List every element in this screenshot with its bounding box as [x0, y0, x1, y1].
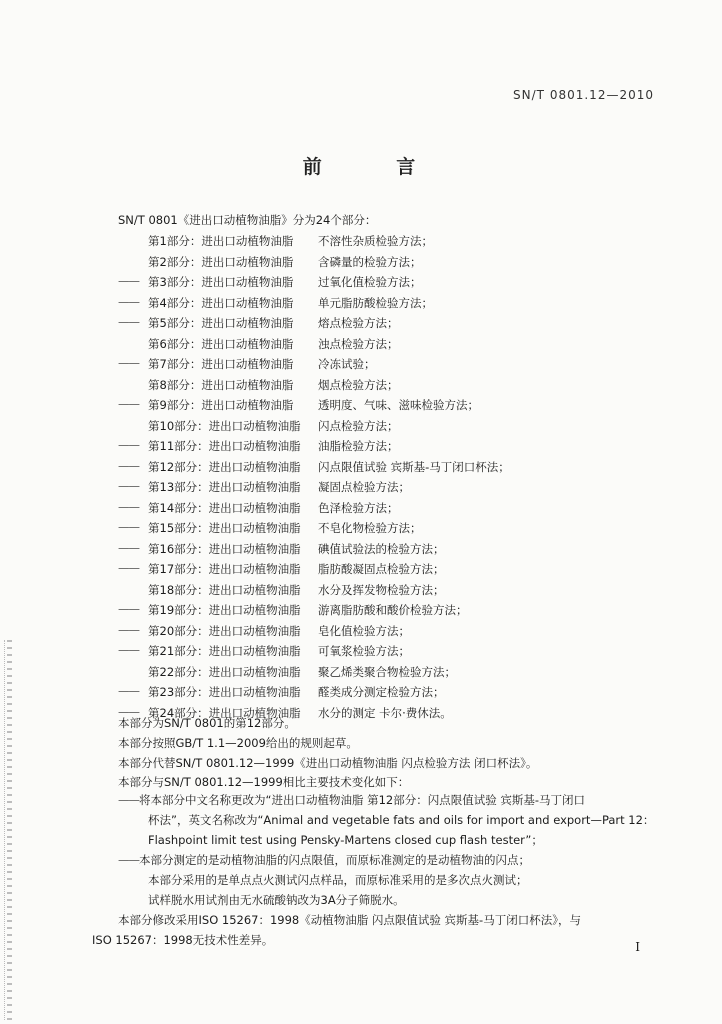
list-item [0, 682, 722, 703]
binding-tick [7, 976, 12, 978]
list-item [0, 375, 722, 396]
list-dash: —— [118, 479, 139, 493]
binding-tick [7, 920, 12, 922]
binding-tick [7, 815, 12, 817]
binding-tick [7, 696, 12, 698]
part-number: 第24部分：进出口动植物油脂 [148, 705, 301, 720]
binding-tick [7, 871, 12, 873]
part-number: 第13部分：进出口动植物油脂 [148, 480, 301, 494]
binding-tick [7, 745, 12, 747]
list-item [0, 703, 722, 724]
part-number: 第5部分：进出口动植物油脂 [148, 316, 294, 330]
paragraph-line [92, 930, 273, 950]
parts-list [0, 231, 722, 723]
list-item [0, 436, 722, 457]
list-dash: —— [118, 520, 139, 534]
page-title: 前 言 [302, 156, 450, 178]
part-name: 凝固点检验方法； [318, 480, 410, 494]
part-number: 第14部分：进出口动植物油脂 [148, 500, 301, 515]
list-item [0, 457, 722, 478]
binding-tick [7, 780, 12, 782]
paragraph-text: 本部分测定的是动植物油脂的闪点限值，而原标准测定的是动植物油的闪点； [139, 853, 530, 867]
list-item [0, 252, 722, 273]
list-item [0, 518, 722, 539]
list-item [0, 662, 722, 683]
part-number: 第8部分：进出口动植物油脂 [148, 377, 294, 392]
list-item [0, 272, 722, 293]
binding-tick [7, 794, 12, 796]
list-dash: —— [118, 853, 139, 867]
binding-tick [7, 864, 12, 866]
list-dash: —— [118, 499, 139, 514]
list-dash: —— [118, 602, 139, 616]
part-name: 熔点检验方法； [318, 316, 399, 330]
list-dash: —— [118, 315, 139, 329]
part-name: 色泽检验方法； [318, 500, 399, 515]
paragraph-line [148, 830, 543, 850]
list-item [0, 313, 722, 334]
list-item [0, 293, 722, 314]
part-name: 聚乙烯类聚合物检验方法； [318, 664, 456, 679]
binding-tick [7, 990, 12, 992]
list-item [0, 600, 722, 621]
part-name: 油脂检验方法； [318, 439, 399, 453]
paragraph-line [118, 713, 296, 733]
binding-tick [7, 731, 12, 733]
list-item [0, 498, 722, 519]
binding-tick [7, 1004, 12, 1006]
part-name: 单元脂肪酸检验方法； [318, 295, 433, 310]
list-item [0, 559, 722, 580]
part-name: 不溶性杂质检验方法； [318, 234, 433, 248]
list-dash: —— [118, 294, 139, 309]
part-number: 第11部分：进出口动植物油脂 [148, 439, 301, 453]
binding-tick [7, 1011, 12, 1013]
list-item [0, 580, 722, 601]
list-dash: —— [118, 643, 139, 657]
list-dash: —— [118, 704, 139, 719]
binding-tick [7, 829, 12, 831]
part-number: 第19部分：进出口动植物油脂 [148, 603, 301, 617]
paragraph-text: 本部分代替SN/T 0801.12—1999《进出口动植物油脂 闪点检验方法 闭口杯法》。 [118, 756, 538, 770]
binding-tick [7, 682, 12, 684]
part-name: 冷冻试验； [318, 357, 376, 371]
part-number: 第7部分：进出口动植物油脂 [148, 357, 294, 371]
binding-tick [7, 822, 12, 824]
part-number: 第10部分：进出口动植物油脂 [148, 418, 301, 433]
binding-tick [7, 703, 12, 705]
binding-tick [7, 913, 12, 915]
binding-tick [7, 927, 12, 929]
paragraph-text: 将本部分中文名称更改为“进出口动植物油脂 第12部分：闪点限值试验 宾斯基-马丁闭口 [139, 793, 586, 807]
binding-tick [7, 717, 12, 719]
part-name: 皂化值检验方法； [318, 623, 410, 638]
list-dash: —— [118, 540, 139, 555]
binding-tick [7, 661, 12, 663]
paragraph-line [118, 733, 358, 753]
paragraph-line [148, 810, 654, 830]
list-item [0, 621, 722, 642]
binding-tick [7, 654, 12, 656]
binding-tick [7, 710, 12, 712]
part-number: 第16部分：进出口动植物油脂 [148, 541, 301, 556]
part-name: 脂肪酸凝固点检验方法； [318, 562, 445, 576]
binding-tick [7, 724, 12, 726]
paragraph-text: 本部分修改采用ISO 15267：1998《动植物油脂 闪点限值试验 宾斯基-马丁闭口杯法》，与 [118, 913, 581, 927]
part-name: 过氧化值检验方法； [318, 275, 422, 289]
paragraph-text: 本部分采用的是单点点火测试闪点样品，而原标准采用的是多次点火测试； [148, 873, 528, 887]
binding-tick [7, 689, 12, 691]
list-dash: —— [118, 274, 139, 288]
binding-tick [7, 948, 12, 950]
binding-tick [7, 857, 12, 859]
part-name: 醛类成分测定检验方法； [318, 685, 445, 699]
binding-tick [7, 668, 12, 670]
paragraph-text: ISO 15267：1998无技术性差异。 [92, 933, 274, 947]
list-dash: —— [118, 356, 139, 370]
list-item [0, 539, 722, 560]
binding-tick [7, 969, 12, 971]
part-name: 碘值试验法的检验方法； [318, 541, 445, 556]
part-name: 可氧浆检验方法； [318, 644, 410, 658]
list-dash: —— [118, 561, 139, 575]
part-number: 第3部分：进出口动植物油脂 [148, 275, 294, 289]
list-dash: —— [118, 622, 139, 637]
part-name: 闪点限值试验 宾斯基-马丁闭口杯法； [318, 459, 510, 474]
list-item [0, 395, 722, 416]
list-dash: —— [118, 397, 139, 411]
paragraph-line [118, 753, 537, 773]
binding-tick [7, 647, 12, 649]
list-item [0, 231, 722, 252]
paragraph-text: 本部分为SN/T 0801的第12部分。 [118, 716, 296, 730]
binding-tick [7, 787, 12, 789]
paragraph-text: 本部分与SN/T 0801.12—1999相比主要技术变化如下： [118, 775, 410, 789]
part-number: 第9部分：进出口动植物油脂 [148, 398, 294, 412]
part-name: 游离脂肪酸和酸价检验方法； [318, 603, 468, 617]
paragraph-text: 试样脱水用试剂由无水硫酸钠改为3A分子筛脱水。 [148, 893, 405, 907]
part-name: 含磷量的检验方法； [318, 254, 422, 269]
part-number: 第4部分：进出口动植物油脂 [148, 295, 294, 310]
paragraph-line [118, 772, 409, 792]
part-name: 烟点检验方法； [318, 377, 399, 392]
binding-tick [7, 955, 12, 957]
list-item [0, 416, 722, 437]
part-number: 第23部分：进出口动植物油脂 [148, 685, 301, 699]
part-number: 第17部分：进出口动植物油脂 [148, 562, 301, 576]
paragraph-text: Flashpoint limit test using Pensky-Martens closed cup flash tester”； [148, 833, 543, 847]
part-number: 第20部分：进出口动植物油脂 [148, 623, 301, 638]
binding-tick [7, 899, 12, 901]
binding-tick [7, 766, 12, 768]
part-name: 透明度、气味、滋味检验方法； [318, 398, 479, 412]
binding-tick [7, 878, 12, 880]
part-number: 第12部分：进出口动植物油脂 [148, 459, 301, 474]
paragraph-text: 杯法”，英文名称改为“Animal and vegetable fats and oils for import and export—Part 12： [148, 813, 655, 827]
binding-tick [7, 906, 12, 908]
paragraph-line [148, 890, 405, 910]
binding-tick [7, 773, 12, 775]
binding-tick [7, 675, 12, 677]
list-dash: —— [118, 458, 139, 473]
part-number: 第22部分：进出口动植物油脂 [148, 664, 301, 679]
list-item [0, 334, 722, 355]
binding-tick [7, 801, 12, 803]
list-item [0, 641, 722, 662]
binding-tick [7, 738, 12, 740]
binding-tick [7, 850, 12, 852]
list-item [0, 354, 722, 375]
intro-line: SN/T 0801《进出口动植物油脂》分为24个部分： [118, 213, 377, 227]
binding-edge [4, 640, 15, 1020]
binding-tick [7, 808, 12, 810]
binding-tick [7, 836, 12, 838]
paragraph-text: 本部分按照GB/T 1.1—2009给出的规则起草。 [118, 736, 358, 750]
binding-tick [7, 962, 12, 964]
list-dash: —— [118, 793, 139, 807]
part-name: 浊点检验方法； [318, 336, 399, 351]
paragraph-line [118, 850, 530, 870]
list-dash: —— [118, 438, 139, 452]
binding-tick [7, 934, 12, 936]
binding-tick [7, 752, 12, 754]
part-number: 第2部分：进出口动植物油脂 [148, 254, 294, 269]
paragraph-line [118, 790, 585, 810]
page-number: I [635, 940, 640, 954]
part-number: 第6部分：进出口动植物油脂 [148, 336, 294, 351]
paragraph-line [118, 910, 581, 930]
binding-tick [7, 892, 12, 894]
binding-tick [7, 983, 12, 985]
part-number: 第1部分：进出口动植物油脂 [148, 234, 294, 248]
part-number: 第15部分：进出口动植物油脂 [148, 521, 301, 535]
part-name: 闪点检验方法； [318, 418, 399, 433]
standard-number: SN/T 0801.12—2010 [513, 88, 654, 102]
binding-tick [7, 759, 12, 761]
part-number: 第18部分：进出口动植物油脂 [148, 582, 301, 597]
part-name: 水分的测定 卡尔·费休法。 [318, 705, 452, 720]
part-name: 不皂化物检验方法； [318, 521, 422, 535]
paragraph-line [148, 870, 528, 890]
binding-tick [7, 640, 12, 642]
binding-tick [7, 843, 12, 845]
list-item [0, 477, 722, 498]
part-number: 第21部分：进出口动植物油脂 [148, 644, 301, 658]
binding-tick [7, 885, 12, 887]
binding-tick [7, 997, 12, 999]
binding-tick [7, 1018, 12, 1020]
part-name: 水分及挥发物检验方法； [318, 582, 445, 597]
binding-tick [7, 941, 12, 943]
list-dash: —— [118, 684, 139, 698]
